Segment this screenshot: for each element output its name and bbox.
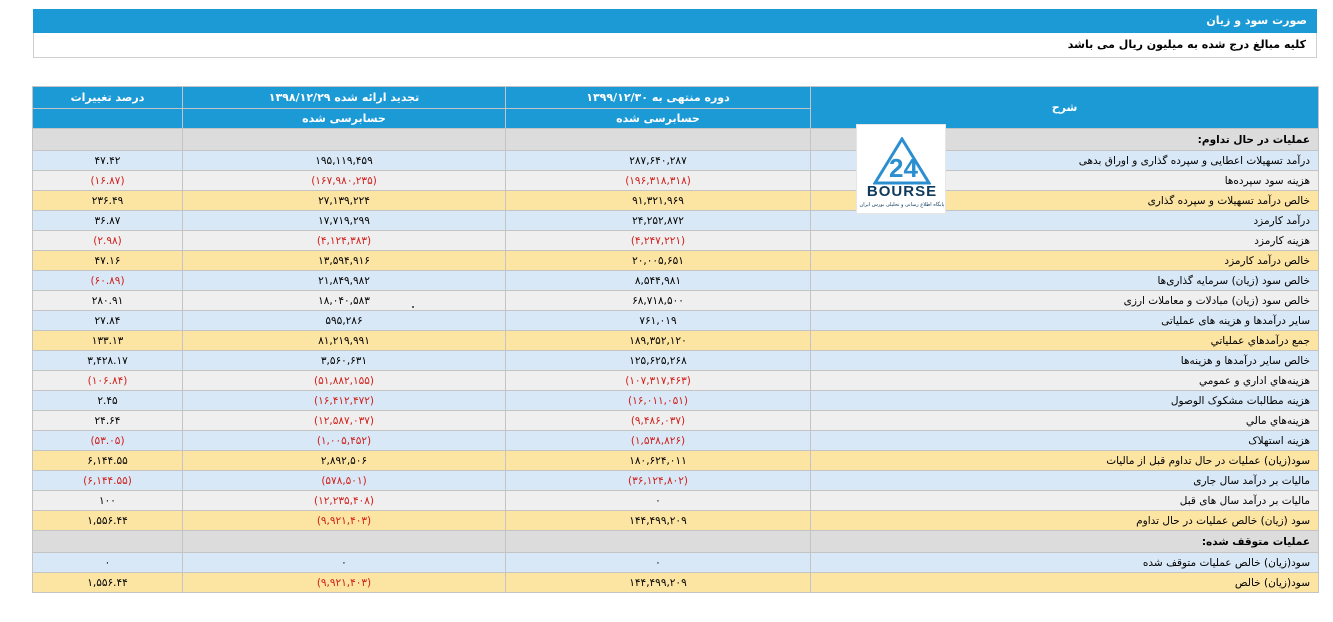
current-period-cell: ۲۰,۰۰۵,۶۵۱ xyxy=(506,251,811,271)
table-row xyxy=(33,331,1319,351)
current-period-cell: ۶۸,۷۱۸,۵۰۰ xyxy=(506,291,811,311)
description-cell: درآمد تسهیلات اعطایی و سپرده گذاری و اوراق بدهی xyxy=(811,151,1319,171)
change-cell: (۵۳.۰۵) xyxy=(33,431,183,451)
section-discontinued xyxy=(33,531,1319,553)
current-period-cell: ۱۸۹,۳۵۲,۱۲۰ xyxy=(506,331,811,351)
table-row xyxy=(33,291,1319,311)
change-cell: (۱۰۶.۸۴) xyxy=(33,371,183,391)
prev-period-cell: ۲۱,۸۴۹,۹۸۲ xyxy=(183,271,506,291)
table-row xyxy=(33,371,1319,391)
current-period-cell: ۱۲۵,۶۲۵,۲۶۸ xyxy=(506,351,811,371)
prev-period-cell: (۱,۰۰۵,۴۵۲) xyxy=(183,431,506,451)
prev-period-cell: (۱۶,۴۱۲,۴۷۲) xyxy=(183,391,506,411)
header-prev-period: تجدید ارائه شده ۱۳۹۸/۱۲/۲۹ xyxy=(183,87,506,109)
statement-title: صورت سود و زیان xyxy=(33,9,1317,33)
prev-period-cell: ۲,۸۹۲,۵۰۶ xyxy=(183,451,506,471)
svg-text:24: 24 xyxy=(889,153,918,183)
description-cell: هزینه‌هاي مالي xyxy=(811,411,1319,431)
change-cell: ۳۶.۸۷ xyxy=(33,211,183,231)
description-cell: هزینه مطالبات مشکوک الوصول xyxy=(811,391,1319,411)
change-cell: ۲.۴۵ xyxy=(33,391,183,411)
change-cell: ۶,۱۴۴.۵۵ xyxy=(33,451,183,471)
change-cell: ۲۸۰.۹۱ xyxy=(33,291,183,311)
header-current-audited: حسابرسی شده xyxy=(506,109,811,129)
current-period-cell: (۱۹۶,۳۱۸,۳۱۸) xyxy=(506,171,811,191)
change-cell: ۰ xyxy=(33,553,183,573)
description-cell: هزینه استهلاک xyxy=(811,431,1319,451)
prev-period-cell: (۱۶۷,۹۸۰,۲۳۵) xyxy=(183,171,506,191)
change-cell: ۱۳۳.۱۳ xyxy=(33,331,183,351)
section-discontinued-label: عملیات متوقف شده: xyxy=(811,531,1319,553)
header-change-sub xyxy=(33,109,183,129)
description-cell: خالص سود (زیان) سرمایه گذاری‌ها xyxy=(811,271,1319,291)
change-cell: ۲۴.۶۴ xyxy=(33,411,183,431)
current-period-cell: (۱۶,۰۱۱,۰۵۱) xyxy=(506,391,811,411)
description-cell: خالص درآمد کارمزد xyxy=(811,251,1319,271)
logo-tagline: پایگاه اطلاع رسانی و تحلیلی بورس ایران xyxy=(859,202,945,208)
table-row xyxy=(33,471,1319,491)
change-cell: ۱۰۰ xyxy=(33,491,183,511)
current-period-cell: ۱۴۴,۴۹۹,۲۰۹ xyxy=(506,511,811,531)
current-period-cell: (۱۰۷,۳۱۷,۴۶۳) xyxy=(506,371,811,391)
logo-word: BOURSE xyxy=(866,183,938,200)
bourse-logo-mark-icon xyxy=(873,137,931,185)
table-row xyxy=(33,451,1319,471)
prev-period-cell: ۱۷,۷۱۹,۲۹۹ xyxy=(183,211,506,231)
prev-period-cell: ۰ xyxy=(183,553,506,573)
description-cell: هزینه‌هاي اداري و عمومي xyxy=(811,371,1319,391)
description-cell: هزینه سود سپرده‌ها xyxy=(811,171,1319,191)
description-cell: مالیات بر درآمد سال های قبل xyxy=(811,491,1319,511)
change-cell: (۶,۱۴۴.۵۵) xyxy=(33,471,183,491)
change-cell: ۴۷.۱۶ xyxy=(33,251,183,271)
change-cell: ۴۷.۴۲ xyxy=(33,151,183,171)
table-row xyxy=(33,191,1319,211)
table-row xyxy=(33,491,1319,511)
header-description: شرح xyxy=(811,87,1319,129)
prev-period-cell: (۵۱,۸۸۲,۱۵۵) xyxy=(183,371,506,391)
currency-note: کلیه مبالغ درج شده به میلیون ریال می باشد xyxy=(33,33,1317,58)
change-cell: ۲۷.۸۴ xyxy=(33,311,183,331)
description-cell: درآمد کارمزد xyxy=(811,211,1319,231)
table-row xyxy=(33,431,1319,451)
section-ongoing xyxy=(33,129,1319,151)
description-cell: خالص سایر درآمدها و هزینه‌ها xyxy=(811,351,1319,371)
table-row xyxy=(33,573,1319,593)
prev-period-cell: (۹,۹۲۱,۴۰۳) xyxy=(183,573,506,593)
prev-period-cell: ۱۳,۵۹۴,۹۱۶ xyxy=(183,251,506,271)
prev-period-cell: (۴,۱۲۴,۳۸۳) xyxy=(183,231,506,251)
current-period-cell: (۹,۴۸۶,۰۳۷) xyxy=(506,411,811,431)
change-cell: ۲۳۶.۴۹ xyxy=(33,191,183,211)
description-cell: جمع درآمدهاي عملياتي xyxy=(811,331,1319,351)
prev-period-cell: ۵۹۵,۲۸۶ xyxy=(183,311,506,331)
table-row xyxy=(33,251,1319,271)
prev-period-cell: (۵۷۸,۵۰۱) xyxy=(183,471,506,491)
table-row xyxy=(33,171,1319,191)
table-row xyxy=(33,511,1319,531)
current-period-cell: ۰ xyxy=(506,553,811,573)
table-row xyxy=(33,271,1319,291)
change-cell: (۲.۹۸) xyxy=(33,231,183,251)
table-row xyxy=(33,211,1319,231)
stray-dot xyxy=(412,306,414,308)
section-ongoing-label: عملیات در حال تداوم: xyxy=(811,129,1319,151)
table-row xyxy=(33,311,1319,331)
header-prev-audited: حسابرسی شده xyxy=(183,109,506,129)
prev-period-cell: (۱۲,۵۸۷,۰۳۷) xyxy=(183,411,506,431)
description-cell: خالص درآمد تسهیلات و سپرده گذاری xyxy=(811,191,1319,211)
current-period-cell: ۱۸۰,۶۲۴,۰۱۱ xyxy=(506,451,811,471)
table-row xyxy=(33,151,1319,171)
change-cell: ۱,۵۵۶.۴۴ xyxy=(33,573,183,593)
change-cell: (۶۰.۸۹) xyxy=(33,271,183,291)
prev-period-cell: (۹,۹۲۱,۴۰۳) xyxy=(183,511,506,531)
table-row xyxy=(33,391,1319,411)
current-period-cell: ۷۶۱,۰۱۹ xyxy=(506,311,811,331)
description-cell: سایر درآمدها و هزینه های عملیاتی xyxy=(811,311,1319,331)
current-period-cell: ۲۸۷,۶۴۰,۲۸۷ xyxy=(506,151,811,171)
change-cell: (۱۶.۸۷) xyxy=(33,171,183,191)
header-change: درصد تغییرات xyxy=(33,87,183,109)
income-statement-table xyxy=(32,86,1319,593)
current-period-cell: (۴,۲۴۷,۲۲۱) xyxy=(506,231,811,251)
table-row xyxy=(33,411,1319,431)
current-period-cell: (۳۶,۱۲۴,۸۰۲) xyxy=(506,471,811,491)
current-period-cell: ۰ xyxy=(506,491,811,511)
header-current-period: دوره منتهی به ۱۳۹۹/۱۲/۳۰ xyxy=(506,87,811,109)
prev-period-cell: (۱۲,۲۳۵,۴۰۸) xyxy=(183,491,506,511)
change-cell: ۱,۵۵۶.۴۴ xyxy=(33,511,183,531)
description-cell: سود(زیان) خالص xyxy=(811,573,1319,593)
prev-period-cell: ۲۷,۱۳۹,۲۲۴ xyxy=(183,191,506,211)
description-cell: سود(زیان) عملیات در حال تداوم قبل از مالیات xyxy=(811,451,1319,471)
description-cell: خالص سود (زیان) مبادلات و معاملات ارزی xyxy=(811,291,1319,311)
prev-period-cell: ۱۸,۰۴۰,۵۸۳ xyxy=(183,291,506,311)
current-period-cell: ۹۱,۳۲۱,۹۶۹ xyxy=(506,191,811,211)
prev-period-cell: ۳,۵۶۰,۶۳۱ xyxy=(183,351,506,371)
prev-period-cell: ۸۱,۲۱۹,۹۹۱ xyxy=(183,331,506,351)
table-row xyxy=(33,553,1319,573)
current-period-cell: ۸,۵۴۴,۹۸۱ xyxy=(506,271,811,291)
description-cell: سود(زیان) خالص عملیات متوقف شده xyxy=(811,553,1319,573)
prev-period-cell: ۱۹۵,۱۱۹,۴۵۹ xyxy=(183,151,506,171)
current-period-cell: ۲۴,۲۵۲,۸۷۲ xyxy=(506,211,811,231)
description-cell: هزینه کارمزد xyxy=(811,231,1319,251)
table-row xyxy=(33,231,1319,251)
change-cell: ۳,۴۲۸.۱۷ xyxy=(33,351,183,371)
bourse-logo xyxy=(856,124,946,214)
current-period-cell: ۱۴۴,۴۹۹,۲۰۹ xyxy=(506,573,811,593)
table-row xyxy=(33,351,1319,371)
description-cell: سود (زیان) خالص عملیات در حال تداوم xyxy=(811,511,1319,531)
current-period-cell: (۱,۵۳۸,۸۲۶) xyxy=(506,431,811,451)
description-cell: مالیات بر درآمد سال جاری xyxy=(811,471,1319,491)
